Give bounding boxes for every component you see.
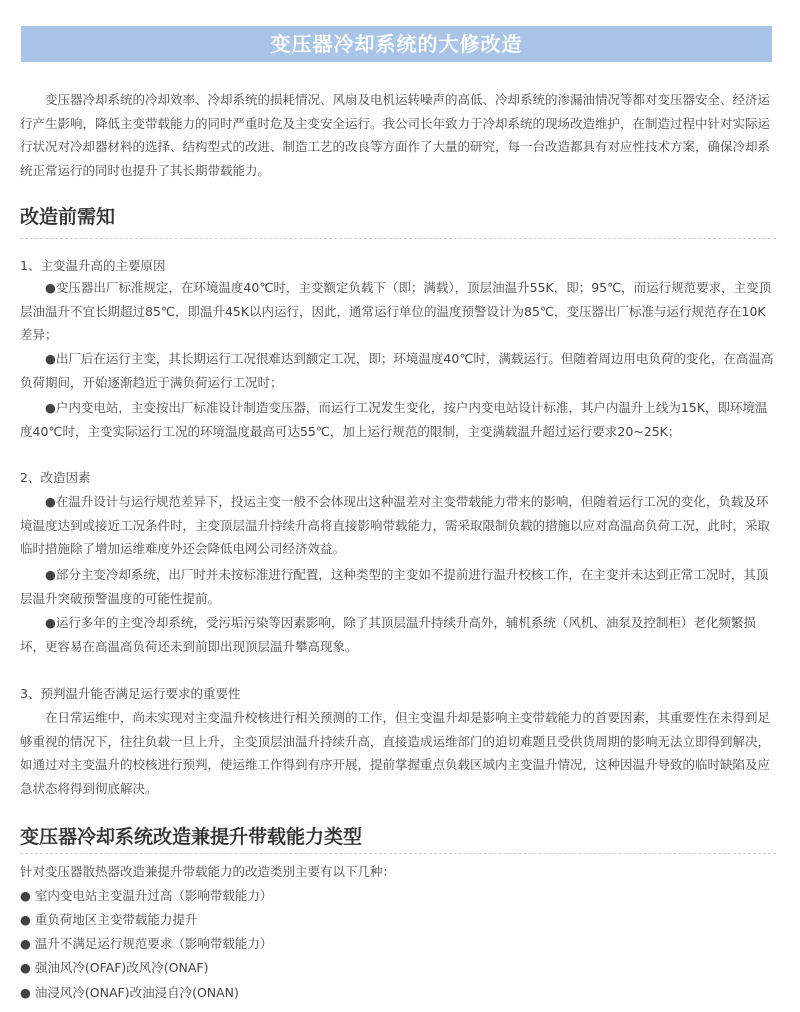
subsection-title-importance: 3、预判温升能否满足运行要求的重要性 — [20, 686, 241, 701]
causes-bullet-3: ●户内变电站，主变按出厂标准设计制造变压器，而运行工况发生变化，按户内变电站设计标准，其户内温升上线为15K，即环境温度40℃时，主变实际运行工况的环境温度最高可达55℃，加上运行规范的限制，主变满载温升超过运行要求20~25K； — [20, 400, 768, 439]
section-heading-before-renovation: 改造前需知 — [20, 206, 116, 228]
section-heading-renovation-types: 变压器冷却系统改造兼提升带载能力类型 — [20, 826, 363, 848]
list-item: ● 油浸风冷(ONAF)改油浸自冷(ONAN) — [20, 985, 239, 1000]
causes-bullet-2: ●出厂后在运行主变，其长期运行工况很难达到额定工况，即；环境温度40℃时，满载运行。但随着周边用电负荷的变化，在高温高负荷期间，开始逐渐趋近于满负荷运行工况时； — [20, 351, 774, 390]
section-divider — [20, 238, 776, 239]
factors-bullet-3: ●运行多年的主变冷却系统，受污垢污染等因素影响，除了其顶层温升持续升高外，辅机系统（风机、油泵及控制柜）老化频繁损坏，更容易在高温高负荷还未到前即出现顶层温升攀高现象。 — [20, 615, 756, 654]
intro-paragraph: 变压器冷却系统的冷却效率、冷却系统的损耗情况、风扇及电机运转噪声的高低、冷却系统的渗漏油情况等都对变压器安全、经济运行产生影响，降低主变带载能力的同时严重时危及主变安全运行。我公司长年致力于冷却系统的现场改造维护，在制造过程中针对实际运行状况对冷却器材料的选择、结构型式的改进、制造工艺的改良等方面作了大量的研究，每一台改造都具有对应性技术方案，确保冷却系统正常运行的同时也提升了其长期带载能力。 — [20, 92, 771, 178]
importance-paragraph: 在日常运维中，尚未实现对主变温升校核进行相关预测的工作，但主变温升却是影响主变带载能力的首要因素，其重要性在未得到足够重视的情况下，往往负载一旦上升，主变顶层油温升持续升高，直接造成运维部门的迫切难题且受供货周期的影响无法立即得到解决，如通过对主变温升的校核进行预判，使运维工作得到有序开展，提前掌握重点负载区域内主变温升情况，这种因温升导致的临时缺陷及应急状态将得到彻底解决。 — [20, 710, 771, 796]
subsection-title-factors: 2、改造因素 — [20, 470, 91, 485]
section-divider — [20, 853, 776, 854]
page-title-banner — [21, 26, 772, 62]
factors-bullet-2: ●部分主变冷却系统，出厂时并未按标准进行配置，这种类型的主变如不提前进行温升校核工作，在主变并未达到正常工况时，其顶层温升突破预警温度的可能性提前。 — [20, 567, 769, 606]
subsection-title-causes: 1、主变温升高的主要原因 — [20, 258, 166, 273]
list-item: ● 强油风冷(OFAF)改风冷(ONAF) — [20, 960, 209, 975]
types-lead-text: 针对变压器散热器改造兼提升带载能力的改造类别主要有以下几种： — [20, 864, 396, 879]
page-title: 变压器冷却系统的大修改造 — [270, 32, 523, 56]
list-item: ● 室内变电站主变温升过高（影响带载能力） — [20, 888, 273, 903]
list-item: ● 重负荷地区主变带载能力提升 — [20, 912, 198, 927]
list-item: ● 温升不满足运行规范要求（影响带载能力） — [20, 936, 273, 951]
causes-bullet-1: ●变压器出厂标准规定，在环境温度40℃时，主变额定负载下（即；满载），顶层油温升55K，即；95℃，而运行规范要求，主变顶层油温升不宜长期超过85℃，即温升45K以内运行，因此，通常运行单位的温度预警设计为85℃，变压器出厂标准与运行规范存在10K差异； — [20, 280, 772, 342]
factors-bullet-1: ●在温升设计与运行规范差异下，投运主变一般不会体现出这种温差对主变带载能力带来的影响，但随着运行工况的变化，负载及环境温度达到或接近工况条件时，主变顶层温升持续升高将直接影响带载能力，需采取限制负载的措施以应对高温高负荷工况，此时，采取临时措施除了增加运维难度外还会降低电网公司经济效益。 — [20, 494, 771, 556]
